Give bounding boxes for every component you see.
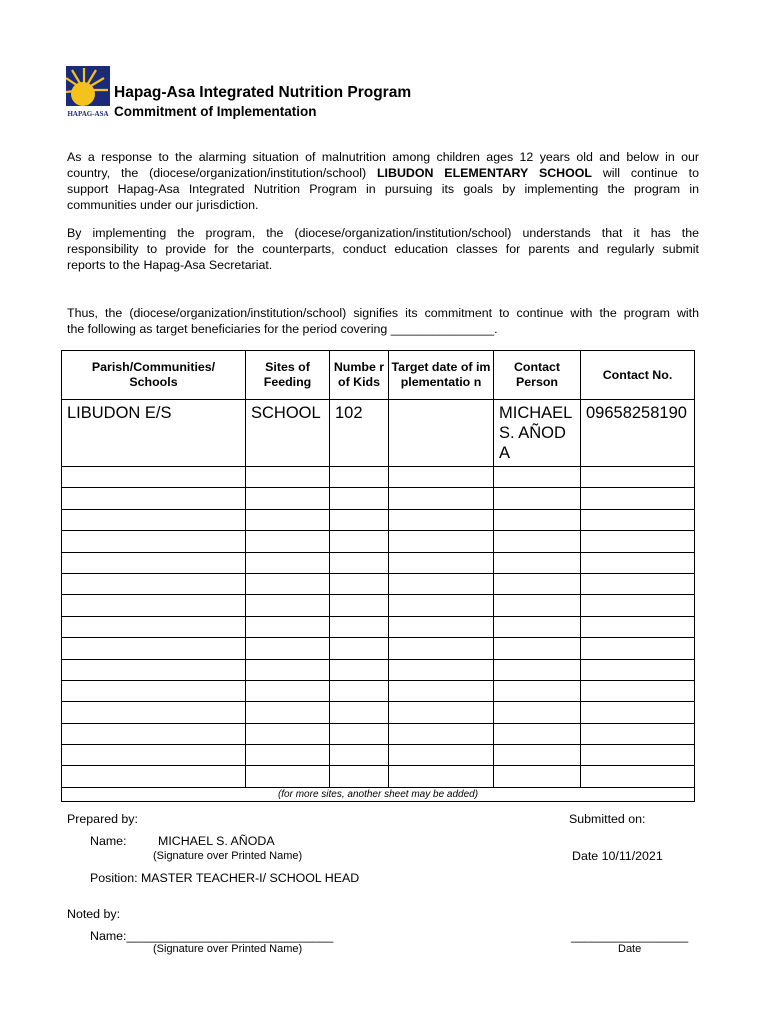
table-row [62,616,695,637]
empty-cell [581,702,695,723]
empty-cell [581,680,695,701]
submission-date: Date 10/11/2021 [572,849,663,863]
date-caption: Date [618,943,642,955]
empty-cell [581,638,695,659]
empty-cell [330,488,389,509]
empty-cell [494,531,581,552]
prepared-by-label: Prepared by: [67,812,138,826]
col-header-contact-no: Contact No. [581,351,695,400]
table-note: (for more sites, another sheet may be added) [62,787,695,801]
empty-cell [389,680,494,701]
col-header-parish: Parish/Communities/ Schools [62,351,246,400]
intro-line-2-end: will continue to [602,166,699,180]
empty-cell [494,488,581,509]
empty-cell [581,745,695,766]
empty-cell [494,509,581,530]
empty-cell [246,573,330,594]
empty-cell [246,680,330,701]
table-row [62,766,695,787]
col-header-sites: Sites of Feeding [246,351,330,400]
empty-cell [389,595,494,616]
empty-cell [246,766,330,787]
table-row [62,552,695,573]
submitted-on-label: Submitted on: [569,812,646,826]
name-label: Name: [90,834,127,848]
col-header-kids: Numbe r of Kids [330,351,389,400]
signature-caption: (Signature over Printed Name) [153,850,303,862]
empty-cell [389,616,494,637]
empty-cell [494,659,581,680]
empty-cell [389,467,494,488]
intro-line-3: support Hapag-Asa Integrated Nutrition Program in pursuing its goals by implementing the program in [67,182,699,196]
table-row [62,400,695,467]
empty-cell [330,723,389,744]
empty-cell [581,573,695,594]
empty-cell [246,595,330,616]
col-header-contact-person: Contact Person [494,351,581,400]
empty-cell [389,573,494,594]
empty-cell [62,616,246,637]
beneficiaries-table [61,350,695,802]
empty-cell [246,509,330,530]
empty-cell [389,766,494,787]
empty-cell [62,467,246,488]
empty-cell [246,659,330,680]
empty-cell [581,488,695,509]
empty-cell [62,745,246,766]
empty-cell [246,467,330,488]
col-header-target-date: Target date of implementatio n [389,351,494,400]
table-header-row [62,351,695,400]
empty-cell [62,552,246,573]
empty-cell [246,745,330,766]
empty-cell [330,766,389,787]
position-text: Position: MASTER TEACHER-I/ SCHOOL HEAD [90,871,360,885]
page-title: Hapag-Asa Integrated Nutrition Program [114,84,412,101]
empty-cell [330,595,389,616]
empty-cell [330,509,389,530]
empty-cell [330,531,389,552]
empty-cell [389,659,494,680]
table-row [62,702,695,723]
empty-cell [581,531,695,552]
table-row [62,573,695,594]
table-row [62,467,695,488]
intro-line-2-start: country, the (diocese/organization/institution/school) [67,166,367,180]
empty-cell [494,745,581,766]
empty-cell [62,488,246,509]
logo-text: HAPAG-ASA [67,110,109,118]
empty-cell [389,552,494,573]
intro-line-2 [67,165,699,181]
empty-cell [494,467,581,488]
empty-cell [62,659,246,680]
empty-cell [389,488,494,509]
empty-cell [389,723,494,744]
school-name: LIBUDON ELEMENTARY SCHOOL [376,166,592,180]
page-subtitle: Commitment of Implementation [114,104,317,119]
responsibility-line-1: By implementing the program, the (diocese/organization/institution/school) understands that it has the [67,226,699,240]
empty-cell [494,766,581,787]
empty-cell [62,595,246,616]
empty-cell [62,573,246,594]
noted-signature-caption: (Signature over Printed Name) [153,943,303,955]
empty-cell [581,467,695,488]
cell-contact-person: MICHAEL S. AÑODA [494,400,581,467]
commitment-line-2: the following as target beneficiaries for the period covering _______________. [67,322,498,336]
noted-by-label: Noted by: [67,907,121,921]
empty-cell [389,702,494,723]
cell-parish: LIBUDON E/S [62,400,246,467]
empty-cell [62,680,246,701]
empty-cell [246,723,330,744]
hapag-asa-logo [66,66,110,120]
empty-cell [330,616,389,637]
empty-cell [246,616,330,637]
empty-cell [62,723,246,744]
table-row [62,488,695,509]
empty-cell [581,616,695,637]
table-row [62,595,695,616]
empty-cell [246,702,330,723]
empty-cell [494,723,581,744]
empty-cell [62,638,246,659]
empty-cell [581,766,695,787]
empty-cell [330,552,389,573]
empty-cell [246,531,330,552]
empty-cell [581,595,695,616]
cell-contact-no: 09658258190 [581,400,695,467]
date-line: _________________ [571,929,689,943]
noted-name-line: Name:______________________________ [90,929,334,943]
empty-cell [330,745,389,766]
empty-cell [494,552,581,573]
empty-cell [581,659,695,680]
empty-cell [581,552,695,573]
empty-cell [62,531,246,552]
intro-line-4: communities under our jurisdiction. [67,198,259,212]
table-row [62,723,695,744]
empty-cell [389,531,494,552]
empty-cell [494,573,581,594]
cell-sites: SCHOOL [246,400,330,467]
empty-cell [62,702,246,723]
empty-cell [330,467,389,488]
empty-cell [246,552,330,573]
empty-cell [330,702,389,723]
cell-kids: 102 [330,400,389,467]
empty-cell [330,638,389,659]
table-row [62,531,695,552]
empty-cell [581,509,695,530]
empty-cell [581,723,695,744]
table-row [62,745,695,766]
table-row [62,659,695,680]
preparer-name: MICHAEL S. AÑODA [158,834,275,848]
empty-cell [494,638,581,659]
intro-line-1: As a response to the alarming situation of malnutrition among children ages 12 years old and below in our [67,150,699,164]
empty-cell [494,616,581,637]
empty-cell [389,509,494,530]
empty-cell [494,702,581,723]
responsibility-paragraph [67,225,699,273]
empty-cell [246,488,330,509]
empty-cell [494,595,581,616]
table-row [62,638,695,659]
intro-paragraph [67,149,699,213]
table-row [62,509,695,530]
commitment-paragraph [67,305,699,337]
empty-cell [246,638,330,659]
table-row [62,680,695,701]
empty-cell [330,659,389,680]
empty-cell [494,680,581,701]
table-note-row [62,787,695,801]
empty-cell [62,509,246,530]
commitment-line-1: Thus, the (diocese/organization/institution/school) signifies its commitment to continue with the program with [67,306,699,320]
cell-target-date [389,400,494,467]
empty-cell [330,680,389,701]
empty-cell [62,766,246,787]
responsibility-line-2: responsibility to provide for the counterparts, conduct education classes for parents and regularly submit [67,242,699,256]
empty-cell [330,573,389,594]
empty-cell [389,745,494,766]
responsibility-line-3: reports to the Hapag-Asa Secretariat. [67,258,273,272]
empty-cell [389,638,494,659]
